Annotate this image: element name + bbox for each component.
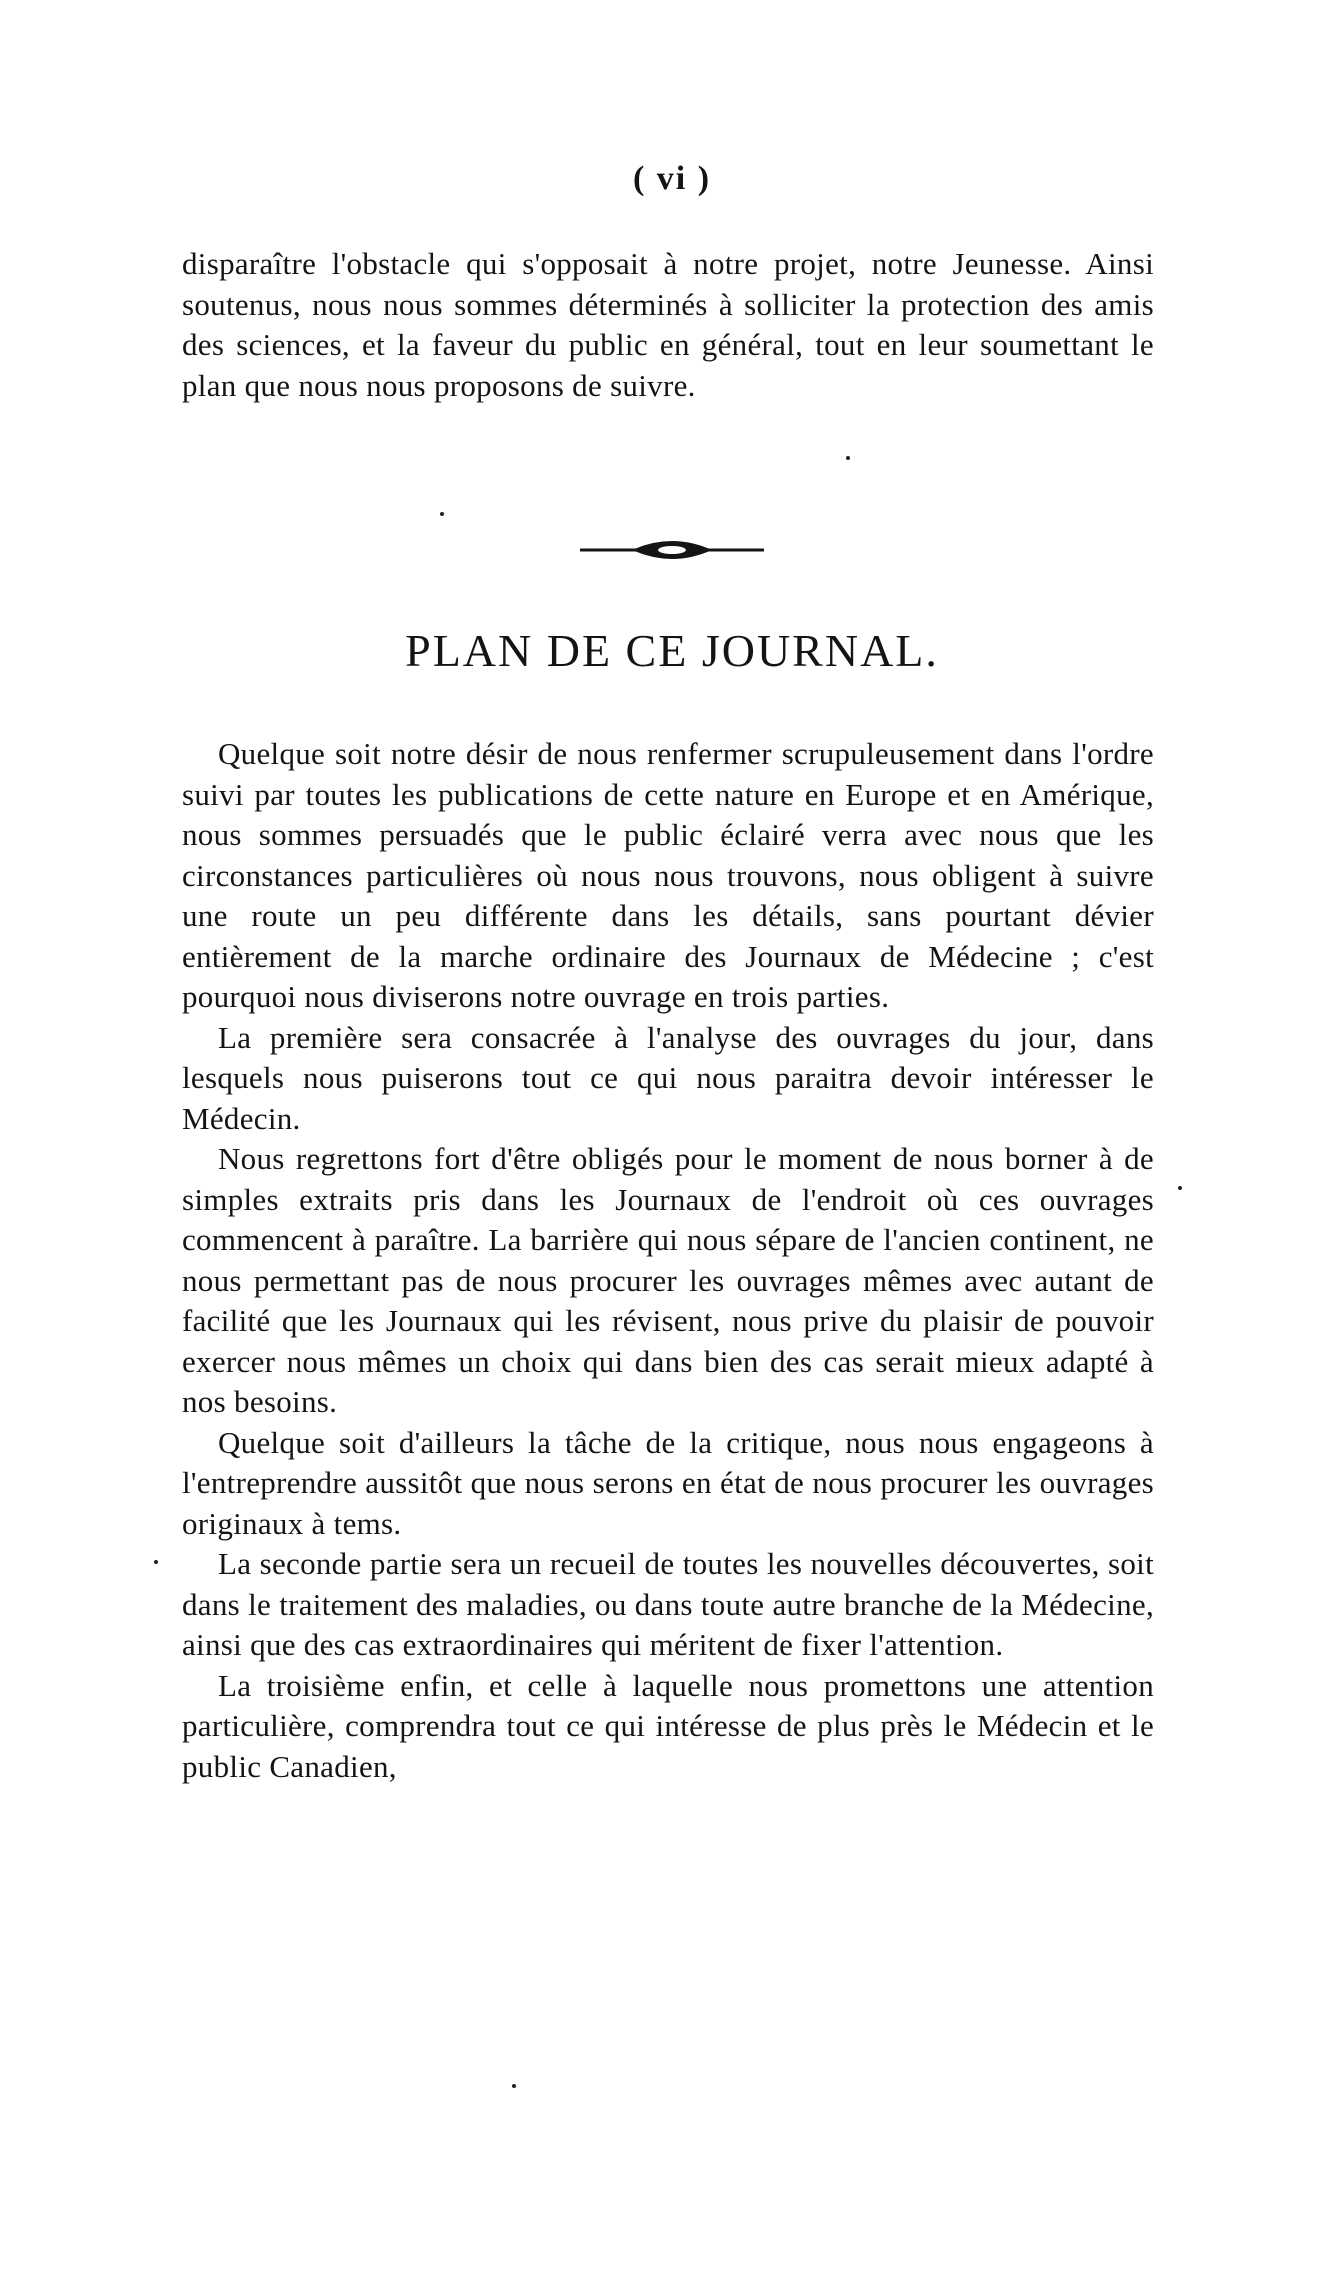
- section-body: [182, 734, 1154, 1787]
- print-speck: [440, 512, 444, 516]
- paragraph: La seconde partie sera un recueil de toutes les nouvelles découvertes, soit dans le traitement des maladies, ou dans toute autre branche de la Médecine, ainsi que des cas extraordinaires qui méritent de fixer l'attention.: [182, 1546, 1154, 1662]
- paragraph: Quelque soit d'ailleurs la tâche de la critique, nous nous engageons à l'entreprendre aussitôt que nous serons en état de nous procurer les ouvrages originaux à tems.: [182, 1424, 1154, 1541]
- section-title: PLAN DE CE JOURNAL.: [405, 625, 939, 676]
- paragraph: La troisième enfin, et celle à laquelle nous promettons une attention particulière, comprendra tout ce qui intéresse de plus près le Médecin et le public Canadien,: [182, 1667, 1154, 1784]
- print-speck: [1178, 1186, 1182, 1190]
- print-speck: [846, 456, 850, 460]
- paragraph: La première sera consacrée à l'analyse des ouvrages du jour, dans lesquels nous puiserons tout ce qui nous paraitra devoir intéresser le Médecin.: [182, 1019, 1154, 1136]
- intro-paragraph: disparaître l'obstacle qui s'opposait à notre projet, notre Jeunesse. Ainsi soutenus, nous nous sommes déterminés à solliciter la protection des amis des sciences, et la faveur du public en général, tout en leur soumettant le plan que nous nous proposons de suivre.: [182, 246, 1154, 403]
- paragraph: Nous regrettons fort d'être obligés pour le moment de nous borner à de simples extraits pris dans les Journaux de l'endroit où ces ouvrages commencent à paraître. La barrière qui nous sépare de l'ancien continent, ne nous permettant pas de nous procurer les ouvrages mêmes avec autant de facilité que les Journaux qui les révisent, nous prive du plaisir de pouvoir exercer nous mêmes un choix qui dans bien des cas serait mieux adapté à nos besoins.: [182, 1141, 1154, 1419]
- paragraph: Quelque soit notre désir de nous renfermer scrupuleusement dans l'ordre suivi par toutes les publications de cette nature en Europe et en Amérique, nous sommes persuadés que le public éclairé verra avec nous que les circonstances particulières où nous nous trouvons, nous obligent à suivre une route un peu différente dans les détails, sans pourtant dévier entièrement de la marche ordinaire des Journaux de Médecine ; c'est pourquoi nous diviserons notre ouvrage en trois parties.: [182, 736, 1154, 1014]
- page-number: ( vi ): [632, 160, 712, 197]
- intro-text: [182, 244, 1154, 406]
- print-speck: [512, 2084, 516, 2088]
- print-speck: [154, 1560, 158, 1564]
- ornamental-divider-icon: [572, 530, 772, 570]
